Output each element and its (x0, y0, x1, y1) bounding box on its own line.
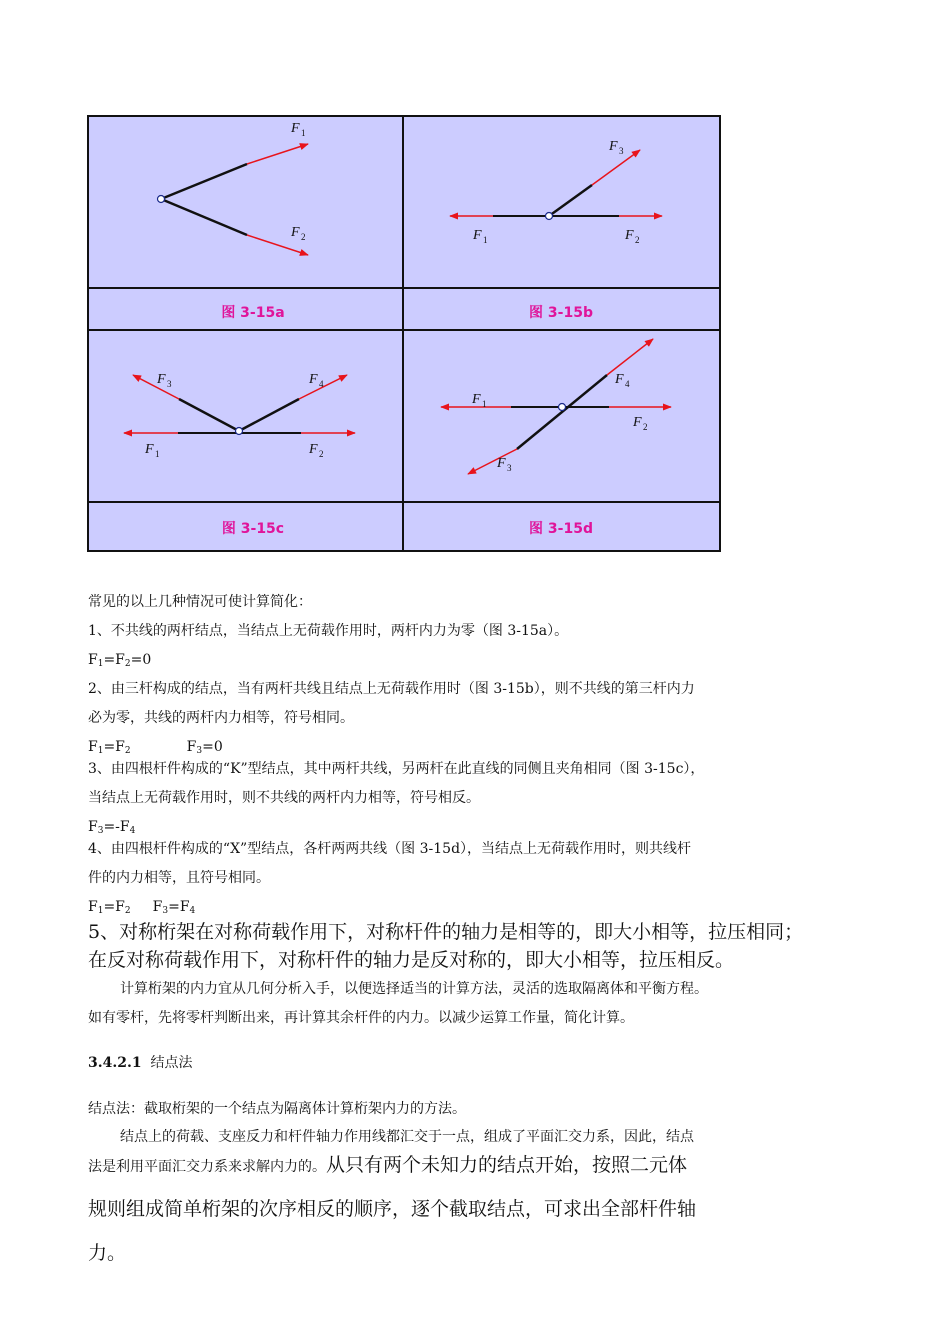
section-heading: 3.4.2.1 结点法 (88, 1055, 193, 1071)
item-2-line-2: 必为零，共线的两杆内力相等，符号相同。 (88, 710, 354, 726)
item-1: 1、不共线的两杆结点，当结点上无荷载作用时，两杆内力为零（图 3-15a）。 (88, 623, 569, 639)
paragraph-line-2: 如有零杆，先将零杆判断出来，再计算其余杆件的内力。以减少运算工作量，简化计算。 (88, 1010, 634, 1026)
label-b-f1: F (473, 228, 482, 243)
item-2-line-1: 2、由三杆构成的结点，当有两杆共线且结点上无荷载作用时（图 3-15b），则不共线的第三杆内力 (88, 681, 695, 697)
label-c-f1: F (145, 442, 154, 457)
caption-3-15b: 图 3-15b (529, 305, 593, 321)
body-text (88, 592, 818, 1263)
label-a-f1: F (291, 121, 300, 136)
label-d-f2: F (633, 415, 642, 430)
item-5-line-2: 在反对称荷载作用下，对称杆件的轴力是反对称的，即大小相等，拉压相反。 (88, 949, 735, 971)
item-4-line-1: 4、由四根杆件构成的“X”型结点，各杆两两共线（图 3-15d），当结点上无荷载作用时，则共线杆 (88, 841, 692, 857)
item-5-line-1: 5、对称桁架在对称荷载作用下，对称杆件的轴力是相等的，即大小相等，拉压相同； (88, 921, 804, 943)
caption-3-15c: 图 3-15c (221, 521, 285, 537)
svg-text:1: 1 (482, 399, 487, 409)
definition-line: 结点法：截取桁架的一个结点为隔离体计算桁架内力的方法。 (88, 1101, 466, 1117)
svg-text:3: 3 (167, 379, 172, 389)
equation-3: $F_3=-F_4$ (88, 819, 136, 836)
svg-text:1: 1 (301, 128, 306, 138)
method-line-4: 力。 (88, 1242, 127, 1264)
paragraph-line-1: 计算桁架的内力宜从几何分析入手，以便选择适当的计算方法，灵活的选取隔离体和平衡方程。 (120, 981, 708, 997)
svg-text:4: 4 (625, 379, 630, 389)
svg-text:3: 3 (507, 463, 512, 473)
equation-1: $F_1=F_2=0$ (88, 652, 152, 669)
svg-text:1: 1 (483, 235, 488, 245)
equation-4: $F_1=F_2$ $F_3=F_4$ (88, 899, 196, 916)
label-c-f2: F (309, 442, 318, 457)
svg-text:1: 1 (155, 449, 160, 459)
svg-text:3: 3 (619, 146, 624, 156)
method-line-2: 法是利用平面汇交力系来求解内力的。从只有两个未知力的结点开始，按照二元体 (88, 1154, 688, 1176)
label-a-f2: F (291, 225, 300, 240)
equation-2: $F_1=F_2$ $F_3=0$ (88, 739, 223, 756)
label-d-f4: F (615, 372, 624, 387)
method-line-3: 规则组成简单桁架的次序相反的顺序，逐个截取结点，可求出全部杆件轴 (88, 1198, 697, 1220)
figure-3-15 (87, 115, 721, 552)
label-b-f2: F (625, 228, 634, 243)
label-b-f3: F (609, 139, 618, 154)
item-3-line-2: 当结点上无荷载作用时，则不共线的两杆内力相等，符号相反。 (88, 790, 480, 806)
svg-text:2: 2 (319, 449, 324, 459)
method-line-1: 结点上的荷载、支座反力和杆件轴力作用线都汇交于一点，组成了平面汇交力系，因此，结点 (120, 1129, 694, 1145)
item-3-line-1: 3、由四根杆件构成的“K”型结点，其中两杆共线，另两杆在此直线的同侧且夹角相同（图 3-15c）， (88, 761, 705, 777)
caption-3-15d: 图 3-15d (529, 521, 593, 537)
label-d-f1: F (472, 392, 481, 407)
intro-line: 常见的以上几种情况可使计算简化： (88, 594, 312, 610)
caption-3-15a: 图 3-15a (221, 305, 285, 321)
svg-text:2: 2 (635, 235, 640, 245)
label-d-f3: F (497, 456, 506, 471)
item-4-line-2: 件的内力相等，且符号相同。 (88, 870, 270, 886)
svg-text:2: 2 (643, 422, 648, 432)
label-c-f4: F (309, 372, 318, 387)
label-c-f3: F (157, 372, 166, 387)
svg-text:4: 4 (319, 379, 324, 389)
svg-text:2: 2 (301, 232, 306, 242)
